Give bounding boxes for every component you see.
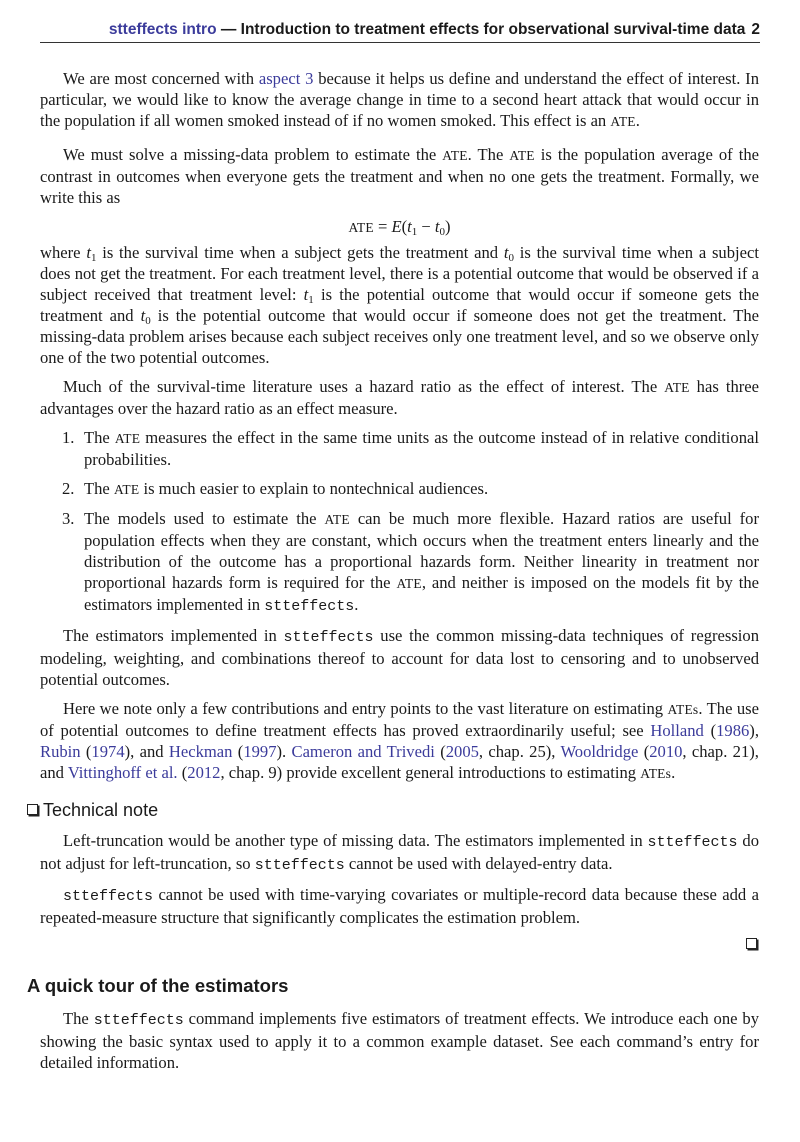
ate-abbrev: ATE bbox=[396, 576, 422, 591]
page-body bbox=[27, 68, 760, 1081]
technical-note-paragraph bbox=[40, 830, 759, 876]
technical-note-title: Technical note bbox=[43, 800, 159, 820]
technical-note-paragraph bbox=[40, 884, 759, 928]
list-item bbox=[40, 427, 759, 470]
ates-abbrev: ATEs bbox=[640, 766, 672, 781]
paragraph-quick-tour bbox=[40, 1008, 759, 1073]
advantages-list bbox=[40, 427, 759, 617]
page-number: 2 bbox=[751, 21, 760, 38]
text: . bbox=[671, 763, 676, 782]
citation-holland-year-link[interactable]: 1986 bbox=[716, 721, 750, 740]
eq-sub: 0 bbox=[439, 226, 446, 238]
command-code: stteffects bbox=[283, 629, 374, 646]
text: . The use of potential outcomes to define treatment effects has proved extraordinarily useful; see bbox=[40, 699, 759, 740]
text: The bbox=[63, 1009, 94, 1028]
ate-abbrev: ATE bbox=[442, 148, 468, 163]
text: is the potential outcome that would occur if someone does not get the treatment. The missing-data problem arises because each subject receives only one treatment level, and so we observe only one of the two potential outcomes. bbox=[40, 306, 759, 367]
paragraph-aspect bbox=[40, 68, 759, 132]
eq-expectation: E bbox=[391, 217, 402, 236]
paragraph-potential-outcomes bbox=[40, 242, 759, 368]
text: ( bbox=[703, 721, 717, 740]
text: cannot be used with time-varying covariates or multiple-record data because these add a repeated-measure structure that significantly complicates the estimation problem. bbox=[40, 885, 759, 927]
text: where bbox=[40, 243, 87, 262]
citation-rubin-link[interactable]: Rubin bbox=[40, 742, 81, 761]
text: ( bbox=[638, 742, 650, 761]
paragraph-missing-data bbox=[40, 144, 759, 208]
text: ( bbox=[232, 742, 244, 761]
citation-wooldridge-link[interactable]: Wooldridge bbox=[560, 742, 639, 761]
list-item bbox=[40, 478, 759, 500]
ates-abbrev: ATEs bbox=[667, 702, 699, 717]
math-sub: 1 bbox=[90, 252, 97, 264]
aspect-3-link[interactable]: aspect 3 bbox=[258, 69, 314, 88]
math-sub: 1 bbox=[308, 294, 314, 306]
paragraph-hazard-ratio bbox=[40, 376, 759, 419]
text: , and neither is imposed on the models fit by the estimators implemented in bbox=[84, 573, 760, 614]
text: The estimators implemented in bbox=[63, 626, 284, 645]
ate-abbrev: ATE bbox=[664, 380, 690, 395]
list-item bbox=[40, 508, 759, 617]
citation-holland-link[interactable]: Holland bbox=[650, 721, 704, 740]
text: is the survival time when a subject does not get the treatment. For each treatment level, there is a potential outcome that would be observed if a subject received that treatment level: bbox=[40, 243, 759, 304]
ate-abbrev: ATE bbox=[610, 114, 636, 129]
text: . bbox=[354, 595, 359, 614]
list-number: 1. bbox=[62, 428, 75, 447]
technical-note-heading bbox=[27, 798, 759, 822]
text: is the potential outcome that would occur if someone gets the treatment and bbox=[40, 285, 759, 325]
text: Left-truncation would be another type of missing data. The estimators implemented in bbox=[63, 831, 648, 850]
running-header bbox=[40, 20, 760, 43]
technical-note-end bbox=[40, 934, 759, 952]
text: command implements five estimators of treatment effects. We introduce each one by showing the basic syntax used to apply it to a common example dataset. See each command’s entry for detailed information. bbox=[40, 1009, 759, 1072]
math-sub: 0 bbox=[508, 252, 514, 264]
command-code: stteffects bbox=[93, 1012, 184, 1029]
text: The bbox=[84, 479, 114, 498]
eq-paren: ( bbox=[401, 217, 408, 236]
text: use the common missing-data techniques of regression modeling, weighting, and combinations thereof to account for data lost to censoring and to unobserved potential outcomes. bbox=[40, 626, 759, 689]
eq-sign: = bbox=[373, 217, 392, 236]
section-heading: A quick tour of the estimators bbox=[27, 975, 289, 996]
text: ). bbox=[276, 742, 292, 761]
text: cannot be used with delayed-entry data. bbox=[344, 854, 613, 873]
eq-paren: ) bbox=[445, 217, 451, 236]
text: The models used to estimate the bbox=[84, 509, 325, 528]
text: do not adjust for left-truncation, so bbox=[40, 831, 759, 873]
math-t: t bbox=[303, 285, 309, 304]
citation-heckman-link[interactable]: Heckman bbox=[168, 742, 233, 761]
command-code: stteffects bbox=[63, 888, 154, 905]
text: Here we note only a few contributions and entry points to the vast literature on estimating bbox=[63, 699, 668, 718]
eq-sub: 1 bbox=[411, 226, 418, 238]
ate-equation bbox=[40, 216, 759, 238]
text: Much of the survival-time literature uses a hazard ratio as the effect of interest. The bbox=[63, 377, 665, 396]
citation-cameron-link[interactable]: Cameron and Trivedi bbox=[291, 742, 435, 761]
list-number: 3. bbox=[62, 509, 75, 528]
text: measures the effect in the same time units as the outcome instead of in relative conditional probabilities. bbox=[84, 428, 759, 469]
text: We must solve a missing-data problem to estimate the bbox=[63, 145, 443, 164]
text: , chap. 9) provide excellent general introductions to estimating bbox=[220, 763, 641, 782]
text: is the survival time when a subject gets the treatment and bbox=[96, 243, 504, 262]
eq-lhs: ATE bbox=[348, 220, 374, 235]
citation-vittinghoff-link[interactable]: Vittinghoff et al. bbox=[67, 763, 178, 782]
citation-wooldridge-year-link[interactable]: 2010 bbox=[649, 742, 683, 761]
header-command-link[interactable]: stteffects intro bbox=[108, 21, 217, 38]
paragraph-estimators bbox=[40, 625, 759, 690]
text: has three advantages over the hazard ratio as an effect measure. bbox=[40, 377, 759, 418]
text: ( bbox=[80, 742, 92, 761]
text: ( bbox=[177, 763, 188, 782]
text: The bbox=[84, 428, 115, 447]
text: . The bbox=[467, 145, 510, 164]
text: . bbox=[635, 111, 640, 130]
header-title: — Introduction to treatment effects for observational survival-time data bbox=[216, 21, 746, 38]
command-code: stteffects bbox=[254, 857, 345, 874]
citation-cameron-year-link[interactable]: 2005 bbox=[445, 742, 479, 761]
eq-t: t bbox=[434, 217, 440, 236]
text: ), bbox=[749, 721, 759, 740]
list-number: 2. bbox=[62, 479, 75, 498]
citation-vittinghoff-year-link[interactable]: 2012 bbox=[187, 763, 221, 782]
math-t: t bbox=[140, 306, 146, 325]
ate-abbrev: ATE bbox=[324, 512, 350, 527]
citation-rubin-year-link[interactable]: 1974 bbox=[91, 742, 125, 761]
text: , chap. 25), bbox=[478, 742, 561, 761]
ate-abbrev: ATE bbox=[509, 148, 535, 163]
command-code: stteffects bbox=[647, 834, 738, 851]
text: because it helps us define and understand the effect of interest. In particular, we would like to know the average change in time to a second heart attack that would occur in the population if all women smoked instead of if no women smoked. This effect is an bbox=[40, 69, 759, 130]
ate-abbrev: ATE bbox=[114, 431, 141, 446]
text: is much easier to explain to nontechnical audiences. bbox=[139, 479, 489, 498]
text: We are most concerned with bbox=[63, 69, 259, 88]
eq-minus: − bbox=[417, 217, 435, 236]
eq-t: t bbox=[407, 217, 412, 236]
math-sub: 0 bbox=[145, 315, 151, 327]
text: can be much more flexible. Hazard ratios are useful for population effects when they are constant, which occurs when the treatment enters linearly and the distribution of the outcome has a proportional hazards form. Neither linearity in treatment nor proportional hazards form is required for the bbox=[84, 509, 760, 592]
math-t: t bbox=[503, 243, 509, 262]
text: ( bbox=[434, 742, 446, 761]
paragraph-literature bbox=[40, 698, 759, 784]
ate-abbrev: ATE bbox=[113, 482, 140, 497]
math-t: t bbox=[86, 243, 91, 262]
note-end-box-icon bbox=[746, 938, 757, 949]
text: , chap. 21), and bbox=[40, 742, 759, 782]
note-box-icon bbox=[27, 804, 38, 815]
citation-heckman-year-link[interactable]: 1997 bbox=[243, 742, 277, 761]
text: is the population average of the contrast in outcomes when everyone gets the treatment and when no one gets the treatment. Formally, we write this as bbox=[40, 145, 759, 207]
command-code: stteffects bbox=[264, 598, 355, 615]
text: ), and bbox=[124, 742, 169, 761]
